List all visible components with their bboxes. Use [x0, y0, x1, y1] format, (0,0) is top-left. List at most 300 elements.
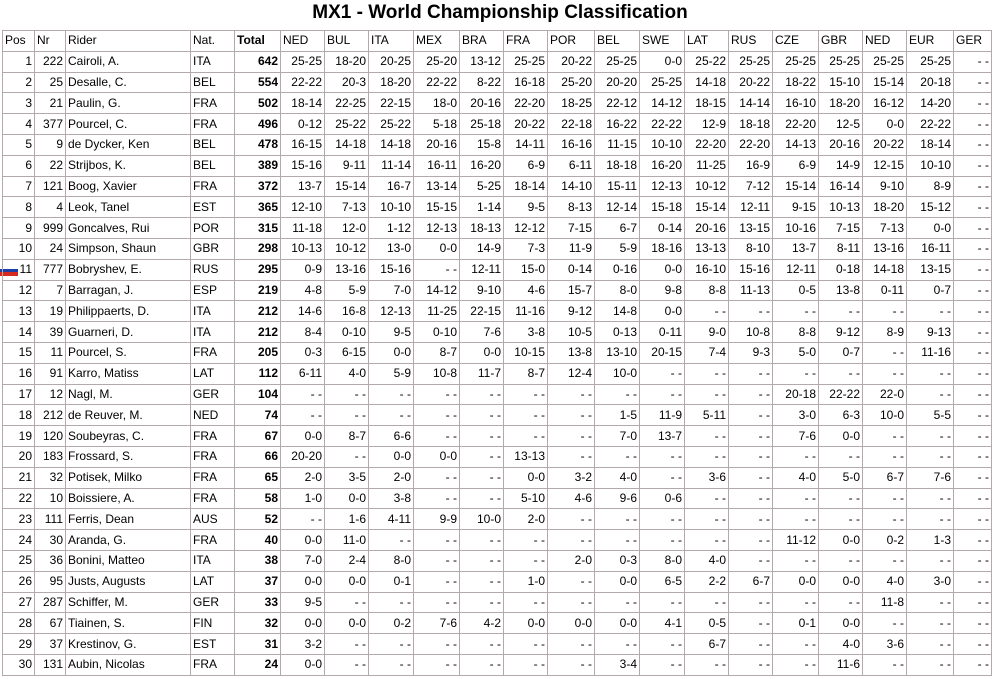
- result-cell: 9-11: [325, 155, 369, 176]
- result-cell: 16-22: [595, 114, 640, 135]
- rider-number-cell: 21: [35, 93, 66, 114]
- pos-cell: 29: [3, 634, 35, 655]
- table-row: [3, 280, 992, 301]
- nationality-cell: ITA: [191, 550, 235, 571]
- result-cell: 7-13: [325, 197, 369, 218]
- result-cell: 9-10: [863, 176, 907, 197]
- table-row: [3, 134, 992, 155]
- result-cell: 13-16: [325, 259, 369, 280]
- result-cell: 0-0: [819, 530, 863, 551]
- rider-number-cell: 377: [35, 114, 66, 135]
- table-row: [3, 238, 992, 259]
- result-cell: 22-0: [863, 384, 907, 405]
- result-cell: 2-0: [504, 509, 548, 530]
- result-cell: - -: [954, 259, 992, 280]
- rider-number-cell: 37: [35, 634, 66, 655]
- result-cell: 20-3: [325, 72, 369, 93]
- result-cell: - -: [954, 363, 992, 384]
- result-cell: 20-22: [863, 134, 907, 155]
- result-cell: - -: [369, 654, 414, 675]
- table-row: [3, 654, 992, 675]
- result-cell: - -: [729, 384, 773, 405]
- result-cell: 0-16: [595, 259, 640, 280]
- table-row: [3, 93, 992, 114]
- total-points-cell: 40: [235, 530, 281, 551]
- result-cell: 5-5: [907, 405, 954, 426]
- result-cell: 10-13: [819, 197, 863, 218]
- pos-cell: 22: [3, 488, 35, 509]
- rider-name-cell: Barragan, J.: [66, 280, 191, 301]
- result-cell: 9-15: [773, 197, 819, 218]
- rider-number-cell: 25: [35, 72, 66, 93]
- result-cell: 3-4: [595, 654, 640, 675]
- result-cell: - -: [729, 405, 773, 426]
- total-points-cell: 315: [235, 218, 281, 239]
- result-cell: 0-0: [414, 238, 460, 259]
- result-cell: 13-13: [504, 446, 548, 467]
- pos-cell: 20: [3, 446, 35, 467]
- result-cell: 9-5: [281, 592, 325, 613]
- result-cell: 12-9: [685, 114, 729, 135]
- result-cell: 14-9: [460, 238, 504, 259]
- result-cell: - -: [640, 446, 685, 467]
- header-event: BRA: [460, 31, 504, 52]
- total-points-cell: 502: [235, 93, 281, 114]
- result-cell: - -: [863, 488, 907, 509]
- nationality-cell: EST: [191, 197, 235, 218]
- result-cell: - -: [907, 654, 954, 675]
- result-cell: 25-25: [595, 51, 640, 72]
- nationality-cell: FRA: [191, 530, 235, 551]
- result-cell: 2-2: [685, 571, 729, 592]
- result-cell: 8-0: [369, 550, 414, 571]
- total-points-cell: 24: [235, 654, 281, 675]
- result-cell: 0-2: [863, 530, 907, 551]
- result-cell: 7-6: [460, 322, 504, 343]
- result-cell: 13-8: [548, 342, 595, 363]
- result-cell: - -: [819, 446, 863, 467]
- result-cell: - -: [954, 634, 992, 655]
- result-cell: - -: [414, 634, 460, 655]
- result-cell: 3-2: [281, 634, 325, 655]
- total-points-cell: 66: [235, 446, 281, 467]
- result-cell: 3-6: [685, 467, 729, 488]
- result-cell: 20-16: [819, 134, 863, 155]
- result-cell: 11-12: [773, 530, 819, 551]
- result-cell: - -: [954, 322, 992, 343]
- result-cell: 0-0: [281, 530, 325, 551]
- result-cell: 20-16: [414, 134, 460, 155]
- result-cell: - -: [504, 654, 548, 675]
- pos-cell: 3: [3, 93, 35, 114]
- result-cell: - -: [460, 405, 504, 426]
- rider-number-cell: 777: [35, 259, 66, 280]
- result-cell: - -: [325, 634, 369, 655]
- result-cell: 8-10: [729, 238, 773, 259]
- total-points-cell: 295: [235, 259, 281, 280]
- result-cell: 0-0: [369, 446, 414, 467]
- nationality-cell: NED: [191, 405, 235, 426]
- result-cell: - -: [819, 509, 863, 530]
- result-cell: 16-11: [907, 238, 954, 259]
- result-cell: - -: [414, 426, 460, 447]
- result-cell: - -: [863, 550, 907, 571]
- result-cell: 25-25: [907, 51, 954, 72]
- rider-number-cell: 7: [35, 280, 66, 301]
- result-cell: 7-13: [863, 218, 907, 239]
- result-cell: 9-5: [369, 322, 414, 343]
- result-cell: - -: [460, 426, 504, 447]
- result-cell: - -: [414, 592, 460, 613]
- result-cell: - -: [685, 488, 729, 509]
- rider-name-cell: Goncalves, Rui: [66, 218, 191, 239]
- nationality-cell: ITA: [191, 322, 235, 343]
- result-cell: - -: [685, 301, 729, 322]
- rider-name-cell: Boog, Xavier: [66, 176, 191, 197]
- rider-number-cell: 24: [35, 238, 66, 259]
- result-cell: 0-0: [325, 571, 369, 592]
- rider-number-cell: 19: [35, 301, 66, 322]
- result-cell: 0-0: [773, 571, 819, 592]
- result-cell: - -: [640, 592, 685, 613]
- result-cell: 5-18: [414, 114, 460, 135]
- result-cell: 20-22: [548, 51, 595, 72]
- result-cell: - -: [281, 405, 325, 426]
- result-cell: 10-16: [773, 218, 819, 239]
- result-cell: - -: [548, 592, 595, 613]
- result-cell: 6-5: [640, 571, 685, 592]
- result-cell: - -: [640, 509, 685, 530]
- result-cell: - -: [685, 363, 729, 384]
- result-cell: 18-18: [595, 155, 640, 176]
- result-cell: 11-7: [460, 363, 504, 384]
- result-cell: 6-6: [369, 426, 414, 447]
- result-cell: 11-15: [595, 134, 640, 155]
- result-cell: 12-10: [281, 197, 325, 218]
- result-cell: - -: [548, 654, 595, 675]
- pos-cell: 18: [3, 405, 35, 426]
- result-cell: 12-13: [369, 301, 414, 322]
- result-cell: 8-8: [685, 280, 729, 301]
- result-cell: 14-14: [729, 93, 773, 114]
- result-cell: - -: [369, 530, 414, 551]
- result-cell: 11-9: [548, 238, 595, 259]
- rider-number-cell: 9: [35, 134, 66, 155]
- pos-cell: 12: [3, 280, 35, 301]
- result-cell: 3-2: [548, 467, 595, 488]
- result-cell: - -: [325, 592, 369, 613]
- table-row: [3, 176, 992, 197]
- result-cell: 0-12: [281, 114, 325, 135]
- result-cell: - -: [773, 301, 819, 322]
- result-cell: 4-0: [325, 363, 369, 384]
- rider-name-cell: Frossard, S.: [66, 446, 191, 467]
- result-cell: 13-15: [907, 259, 954, 280]
- nationality-cell: ITA: [191, 301, 235, 322]
- rider-name-cell: Potisek, Milko: [66, 467, 191, 488]
- result-cell: - -: [954, 114, 992, 135]
- result-cell: 22-15: [369, 93, 414, 114]
- result-cell: 25-22: [369, 114, 414, 135]
- result-cell: 11-14: [369, 155, 414, 176]
- result-cell: 0-0: [460, 342, 504, 363]
- table-row: [3, 571, 992, 592]
- result-cell: 16-15: [281, 134, 325, 155]
- header-rider: Rider: [66, 31, 191, 52]
- result-cell: 16-20: [460, 155, 504, 176]
- result-cell: 4-0: [819, 634, 863, 655]
- result-cell: 16-18: [504, 72, 548, 93]
- result-cell: - -: [729, 592, 773, 613]
- result-cell: 7-6: [414, 613, 460, 634]
- result-cell: 18-13: [460, 218, 504, 239]
- rider-name-cell: Simpson, Shaun: [66, 238, 191, 259]
- table-row: [3, 384, 992, 405]
- result-cell: 4-2: [460, 613, 504, 634]
- rider-number-cell: 12: [35, 384, 66, 405]
- result-cell: 25-25: [773, 51, 819, 72]
- rider-number-cell: 131: [35, 654, 66, 675]
- result-cell: 16-10: [685, 259, 729, 280]
- result-cell: 15-7: [548, 280, 595, 301]
- result-cell: - -: [729, 613, 773, 634]
- classification-table: [2, 30, 992, 676]
- nationality-cell: BEL: [191, 134, 235, 155]
- result-cell: 25-25: [819, 51, 863, 72]
- result-cell: 4-0: [773, 467, 819, 488]
- table-row: [3, 592, 992, 613]
- header-event: SWE: [640, 31, 685, 52]
- result-cell: - -: [414, 530, 460, 551]
- pos-cell: 21: [3, 467, 35, 488]
- result-cell: - -: [907, 488, 954, 509]
- result-cell: 16-14: [819, 176, 863, 197]
- table-row: [3, 51, 992, 72]
- classification-body: [3, 51, 992, 675]
- result-cell: 0-14: [640, 218, 685, 239]
- result-cell: 16-9: [729, 155, 773, 176]
- result-cell: - -: [504, 530, 548, 551]
- nationality-cell: FRA: [191, 446, 235, 467]
- result-cell: 16-10: [773, 93, 819, 114]
- total-points-cell: 32: [235, 613, 281, 634]
- result-cell: 11-25: [685, 155, 729, 176]
- result-cell: 8-9: [907, 176, 954, 197]
- result-cell: 18-14: [281, 93, 325, 114]
- result-cell: - -: [954, 550, 992, 571]
- result-cell: 0-10: [325, 322, 369, 343]
- result-cell: 22-22: [640, 114, 685, 135]
- header-total: Total: [235, 31, 281, 52]
- result-cell: 22-15: [460, 301, 504, 322]
- result-cell: - -: [729, 634, 773, 655]
- rider-name-cell: Paulin, G.: [66, 93, 191, 114]
- result-cell: 22-22: [414, 72, 460, 93]
- total-points-cell: 58: [235, 488, 281, 509]
- nationality-cell: EST: [191, 634, 235, 655]
- rider-number-cell: 36: [35, 550, 66, 571]
- result-cell: 3-8: [369, 488, 414, 509]
- table-row: [3, 426, 992, 447]
- nationality-cell: POR: [191, 218, 235, 239]
- result-cell: 4-6: [548, 488, 595, 509]
- result-cell: 13-10: [595, 342, 640, 363]
- result-cell: - -: [954, 51, 992, 72]
- result-cell: 12-4: [548, 363, 595, 384]
- result-cell: 18-25: [548, 93, 595, 114]
- result-cell: 25-25: [504, 51, 548, 72]
- result-cell: - -: [819, 363, 863, 384]
- result-cell: 9-0: [685, 322, 729, 343]
- result-cell: - -: [954, 176, 992, 197]
- result-cell: - -: [954, 405, 992, 426]
- table-row: [3, 509, 992, 530]
- result-cell: 4-8: [281, 280, 325, 301]
- result-cell: - -: [907, 613, 954, 634]
- total-points-cell: 112: [235, 363, 281, 384]
- nationality-cell: ESP: [191, 280, 235, 301]
- pos-cell: 4: [3, 114, 35, 135]
- result-cell: - -: [729, 426, 773, 447]
- result-cell: 10-0: [460, 509, 504, 530]
- result-cell: - -: [595, 384, 640, 405]
- rider-name-cell: Guarneri, D.: [66, 322, 191, 343]
- table-row: [3, 259, 992, 280]
- rider-name-cell: Boissiere, A.: [66, 488, 191, 509]
- rider-name-cell: Soubeyras, C.: [66, 426, 191, 447]
- rider-name-cell: Karro, Matiss: [66, 363, 191, 384]
- result-cell: - -: [773, 363, 819, 384]
- result-cell: 22-20: [773, 114, 819, 135]
- result-cell: - -: [685, 446, 729, 467]
- table-row: [3, 634, 992, 655]
- rider-name-cell: Aubin, Nicolas: [66, 654, 191, 675]
- result-cell: 0-13: [595, 322, 640, 343]
- result-cell: 0-0: [640, 259, 685, 280]
- result-cell: - -: [460, 530, 504, 551]
- result-cell: 14-20: [907, 93, 954, 114]
- rider-name-cell: de Reuver, M.: [66, 405, 191, 426]
- result-cell: - -: [685, 384, 729, 405]
- result-cell: 14-8: [595, 301, 640, 322]
- result-cell: - -: [325, 405, 369, 426]
- result-cell: - -: [954, 446, 992, 467]
- rider-name-cell: Pourcel, S.: [66, 342, 191, 363]
- nationality-cell: AUS: [191, 509, 235, 530]
- result-cell: 3-6: [863, 634, 907, 655]
- result-cell: 8-7: [414, 342, 460, 363]
- total-points-cell: 642: [235, 51, 281, 72]
- result-cell: - -: [595, 530, 640, 551]
- result-cell: 9-9: [414, 509, 460, 530]
- result-cell: 1-14: [460, 197, 504, 218]
- header-event: FRA: [504, 31, 548, 52]
- result-cell: 12-11: [773, 259, 819, 280]
- result-cell: 7-15: [819, 218, 863, 239]
- result-cell: - -: [773, 634, 819, 655]
- result-cell: 0-0: [504, 613, 548, 634]
- result-cell: 3-8: [504, 322, 548, 343]
- rider-number-cell: 120: [35, 426, 66, 447]
- result-cell: 15-15: [414, 197, 460, 218]
- result-cell: 20-22: [729, 72, 773, 93]
- result-cell: 9-10: [460, 280, 504, 301]
- result-cell: 0-5: [773, 280, 819, 301]
- result-cell: - -: [863, 613, 907, 634]
- result-cell: 0-0: [504, 467, 548, 488]
- result-cell: 20-15: [640, 342, 685, 363]
- result-cell: 8-13: [548, 197, 595, 218]
- result-cell: 0-0: [281, 613, 325, 634]
- nationality-cell: GER: [191, 384, 235, 405]
- result-cell: - -: [460, 634, 504, 655]
- result-cell: 20-25: [369, 51, 414, 72]
- result-cell: - -: [595, 592, 640, 613]
- table-row: [3, 488, 992, 509]
- result-cell: 8-0: [595, 280, 640, 301]
- result-cell: - -: [729, 363, 773, 384]
- result-cell: 11-8: [863, 592, 907, 613]
- result-cell: - -: [460, 592, 504, 613]
- result-cell: 6-9: [504, 155, 548, 176]
- result-cell: 20-20: [281, 446, 325, 467]
- result-cell: - -: [369, 634, 414, 655]
- result-cell: 15-12: [907, 197, 954, 218]
- result-cell: 8-9: [863, 322, 907, 343]
- result-cell: 10-10: [369, 197, 414, 218]
- result-cell: 11-13: [729, 280, 773, 301]
- result-cell: - -: [504, 405, 548, 426]
- result-cell: - -: [954, 155, 992, 176]
- rider-name-cell: Bonini, Matteo: [66, 550, 191, 571]
- result-cell: 6-11: [281, 363, 325, 384]
- result-cell: 1-0: [281, 488, 325, 509]
- result-cell: - -: [548, 405, 595, 426]
- result-cell: 14-10: [548, 176, 595, 197]
- table-row: [3, 322, 992, 343]
- result-cell: 20-20: [595, 72, 640, 93]
- result-cell: 11-16: [907, 342, 954, 363]
- result-cell: - -: [773, 654, 819, 675]
- nationality-cell: FRA: [191, 114, 235, 135]
- result-cell: - -: [685, 509, 729, 530]
- result-cell: 20-22: [504, 114, 548, 135]
- pos-cell: 23: [3, 509, 35, 530]
- result-cell: 15-16: [281, 155, 325, 176]
- result-cell: 7-3: [504, 238, 548, 259]
- result-cell: 8-7: [504, 363, 548, 384]
- rider-name-cell: Desalle, C.: [66, 72, 191, 93]
- result-cell: - -: [414, 571, 460, 592]
- result-cell: 14-9: [819, 155, 863, 176]
- result-cell: 0-0: [548, 613, 595, 634]
- total-points-cell: 205: [235, 342, 281, 363]
- result-cell: - -: [773, 592, 819, 613]
- result-cell: - -: [548, 509, 595, 530]
- result-cell: 0-7: [819, 342, 863, 363]
- result-cell: 11-9: [640, 405, 685, 426]
- pos-cell: 15: [3, 342, 35, 363]
- result-cell: 12-11: [729, 197, 773, 218]
- result-cell: 20-18: [907, 72, 954, 93]
- header-event: POR: [548, 31, 595, 52]
- result-cell: 22-20: [729, 134, 773, 155]
- result-cell: 0-0: [819, 426, 863, 447]
- table-row: [3, 363, 992, 384]
- header-event: RUS: [729, 31, 773, 52]
- result-cell: 15-16: [729, 259, 773, 280]
- result-cell: 7-15: [548, 218, 595, 239]
